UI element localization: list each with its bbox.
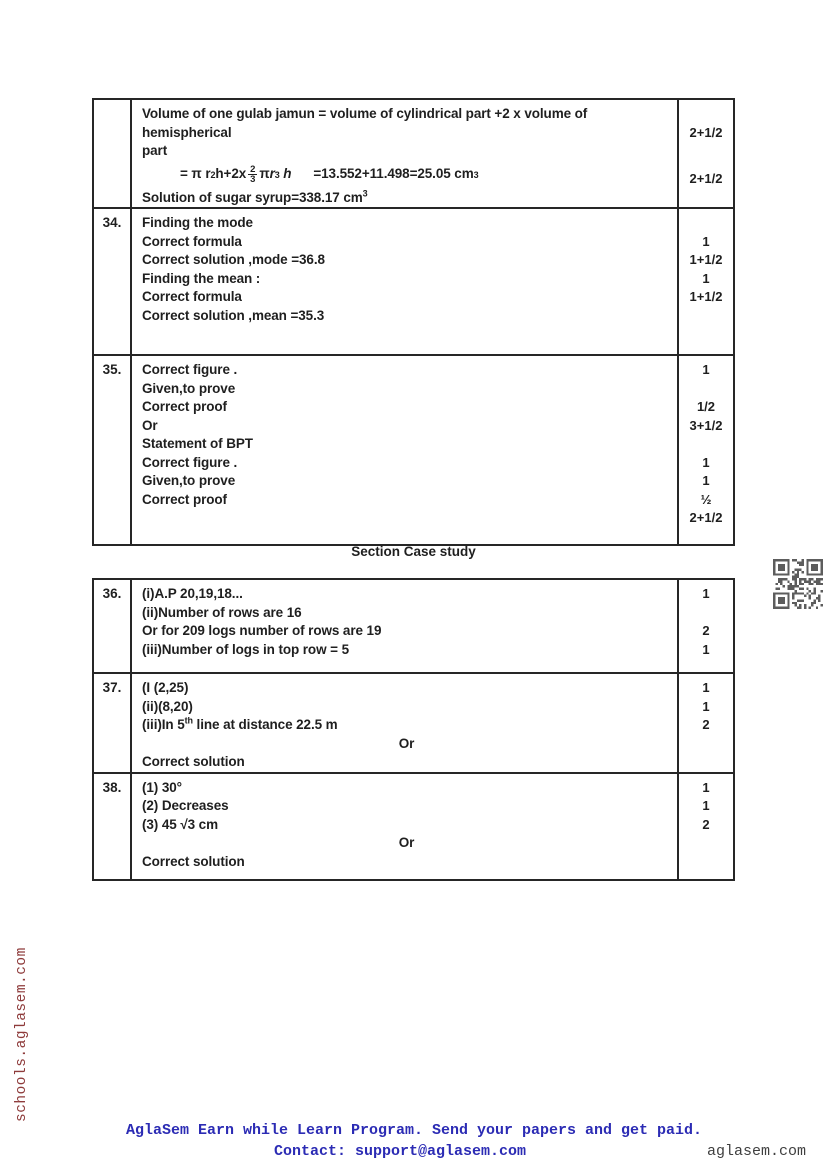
answer-line (142, 716, 671, 735)
text-segment: r (269, 166, 275, 182)
text-segment: line at distance 22.5 m (192, 717, 338, 732)
answer-line (142, 753, 671, 772)
answer-line (142, 604, 671, 623)
marks-value (679, 105, 733, 124)
answer-content (132, 674, 677, 772)
fraction-denominator: 3 (250, 174, 256, 185)
marks-value (679, 307, 733, 326)
qr-modules (773, 559, 823, 609)
answer-line (142, 251, 671, 270)
answer-line: = π r 2 h+2x $\frac{2}{3}$ π r 3 h =13.552+11.498=25.05 cm 3 (180, 163, 479, 185)
text-segment: Correct solution ,mean =35.3 (142, 307, 325, 323)
answer-line (142, 472, 671, 491)
side-watermark: schools.aglasem.com (14, 947, 30, 1122)
answer-line (142, 142, 671, 161)
question-number: 36. (94, 580, 132, 672)
marks-value (679, 834, 733, 853)
marks-value (679, 604, 733, 623)
text-segment: Or for 209 logs number of rows are 19 (142, 623, 382, 638)
answers-table-top (92, 98, 735, 546)
text-segment: (iii)In 5 (142, 717, 185, 732)
answer-line (142, 853, 671, 872)
qr-code-icon (773, 559, 823, 609)
marks-value: 1 (702, 473, 710, 488)
text-segment: Given,to prove (142, 473, 236, 488)
text-segment: Correct solution (142, 853, 245, 869)
footer-brand: aglasem.com (706, 1143, 806, 1160)
text-segment: Correct proof (142, 399, 227, 414)
marks-value: 2+1/2 (689, 171, 723, 186)
marks-value: 2 (702, 717, 710, 732)
text-segment: (2) Decreases (142, 798, 229, 813)
text-segment: Correct solution ,mode =36.8 (142, 252, 325, 267)
marks-cell (677, 580, 733, 672)
text-segment: Correct figure . (142, 454, 238, 470)
marks-value: 1 (702, 586, 710, 601)
marks-value: 1 (702, 698, 710, 714)
answer-line (142, 435, 671, 454)
section-heading: Section Case study (351, 544, 476, 559)
answer-line (142, 585, 671, 604)
marks-cell (677, 774, 733, 879)
text-segment: part (142, 143, 168, 158)
answer-line (142, 270, 671, 289)
text-segment: (3) 45 √3 cm (142, 816, 218, 832)
answer-line (142, 641, 671, 660)
text-segment: Finding the mode (142, 215, 253, 230)
answer-line (142, 491, 671, 510)
marks-value: 1+1/2 (689, 252, 723, 267)
fraction-numerator: 2 (250, 163, 256, 175)
marks-value: 3+1/2 (689, 417, 723, 433)
table-row (94, 774, 733, 879)
marks-value: 1/2 (696, 399, 716, 414)
answer-content (132, 209, 677, 354)
answer-line (142, 189, 671, 208)
text-segment: Finding the mean : (142, 270, 261, 286)
marks-value: 2+1/2 (689, 124, 723, 140)
text-segment: =13.552+11.498=25.05 cm (291, 166, 474, 182)
text-segment: Correct proof (142, 491, 227, 507)
text-segment: = π r (180, 166, 211, 182)
footer-contact-link[interactable]: Contact: support@aglasem.com (273, 1143, 527, 1160)
marks-value (679, 853, 733, 872)
answer-line (142, 380, 671, 399)
marks-cell (677, 674, 733, 772)
question-number: 35. (94, 356, 132, 544)
answer-line (142, 105, 671, 142)
marks-cell (677, 356, 733, 544)
answer-line (142, 398, 671, 417)
table-row (94, 209, 733, 356)
text-segment: Correct figure . (142, 362, 238, 377)
marks-value: 1 (702, 641, 710, 657)
marks-value (679, 735, 733, 754)
marks-value: 1+1/2 (689, 289, 723, 304)
answer-content (132, 100, 677, 207)
marks-value (679, 214, 733, 233)
marks-value (679, 380, 733, 399)
text-segment: th (184, 715, 193, 726)
text-segment: π (259, 166, 270, 182)
answer-line (142, 797, 671, 816)
table-row (94, 100, 733, 209)
marks-value (679, 753, 733, 772)
answer-line (142, 454, 671, 473)
answer-line (142, 509, 671, 528)
text-segment: Solution of sugar syrup=338.17 cm (142, 189, 363, 205)
marks-value: 1 (702, 270, 710, 286)
table-row (94, 580, 733, 674)
marks-value: 1 (702, 680, 710, 695)
answer-line (142, 417, 671, 436)
answer-content (132, 580, 677, 672)
question-number: 38. (94, 774, 132, 879)
marks-value: 1 (702, 233, 710, 249)
text-segment: (1) 30° (142, 779, 182, 795)
text-segment: (iii)Number of logs in top row = 5 (142, 641, 349, 657)
text-segment: (i)A.P 20,19,18... (142, 586, 243, 601)
text-segment: Or (142, 417, 158, 433)
answer-line (142, 735, 671, 754)
answer-content (132, 774, 677, 879)
marks-value: 2+1/2 (689, 510, 723, 525)
text-segment: Correct solution (142, 754, 245, 769)
marks-value: ½ (700, 491, 712, 507)
answer-line (142, 698, 671, 717)
text-segment: Correct formula (142, 289, 242, 304)
answer-content (132, 356, 677, 544)
answer-line (142, 779, 671, 798)
fraction (248, 165, 257, 185)
answer-line (142, 622, 671, 641)
answer-line (142, 361, 671, 380)
text-segment: Or (398, 835, 415, 850)
marks-value: 2 (702, 623, 710, 638)
answer-line (142, 214, 671, 233)
marks-value: 1 (702, 454, 710, 470)
answer-line (142, 233, 671, 252)
text-segment: 3 (362, 188, 368, 198)
text-segment (142, 510, 146, 525)
answer-line (142, 816, 671, 835)
answer-line (142, 288, 671, 307)
question-number (94, 100, 132, 207)
question-number: 37. (94, 674, 132, 772)
marks-value: 2 (702, 816, 710, 832)
table-row (94, 356, 733, 544)
text-segment: Volume of one gulab jamun = volume of cylindrical part +2 x volume of hemispherical (142, 106, 591, 140)
text-segment: (I (2,25) (142, 680, 189, 695)
question-number: 34. (94, 209, 132, 354)
marks-value: 1 (702, 779, 710, 795)
marks-value: 1 (702, 798, 710, 813)
text-segment: (ii)(8,20) (142, 698, 193, 714)
answers-table-case-study (92, 578, 735, 881)
text-segment: Given,to prove (142, 380, 236, 396)
marks-value: 1 (702, 362, 710, 377)
marks-value (679, 142, 733, 170)
marks-value (679, 435, 733, 454)
text-segment: Statement of BPT (142, 436, 253, 451)
marks-cell (677, 100, 733, 207)
text-segment: h (283, 166, 292, 182)
text-segment: Or (398, 735, 415, 751)
marks-cell (677, 209, 733, 354)
answer-line (142, 679, 671, 698)
answer-line (142, 834, 671, 853)
text-segment: (ii)Number of rows are 16 (142, 604, 302, 620)
answer-line (142, 307, 671, 326)
footer-program-line: AglaSem Earn while Learn Program. Send your papers and get paid. (125, 1122, 703, 1139)
text-segment: h+2x (215, 166, 247, 182)
text-segment: Correct formula (142, 233, 242, 249)
table-row (94, 674, 733, 774)
